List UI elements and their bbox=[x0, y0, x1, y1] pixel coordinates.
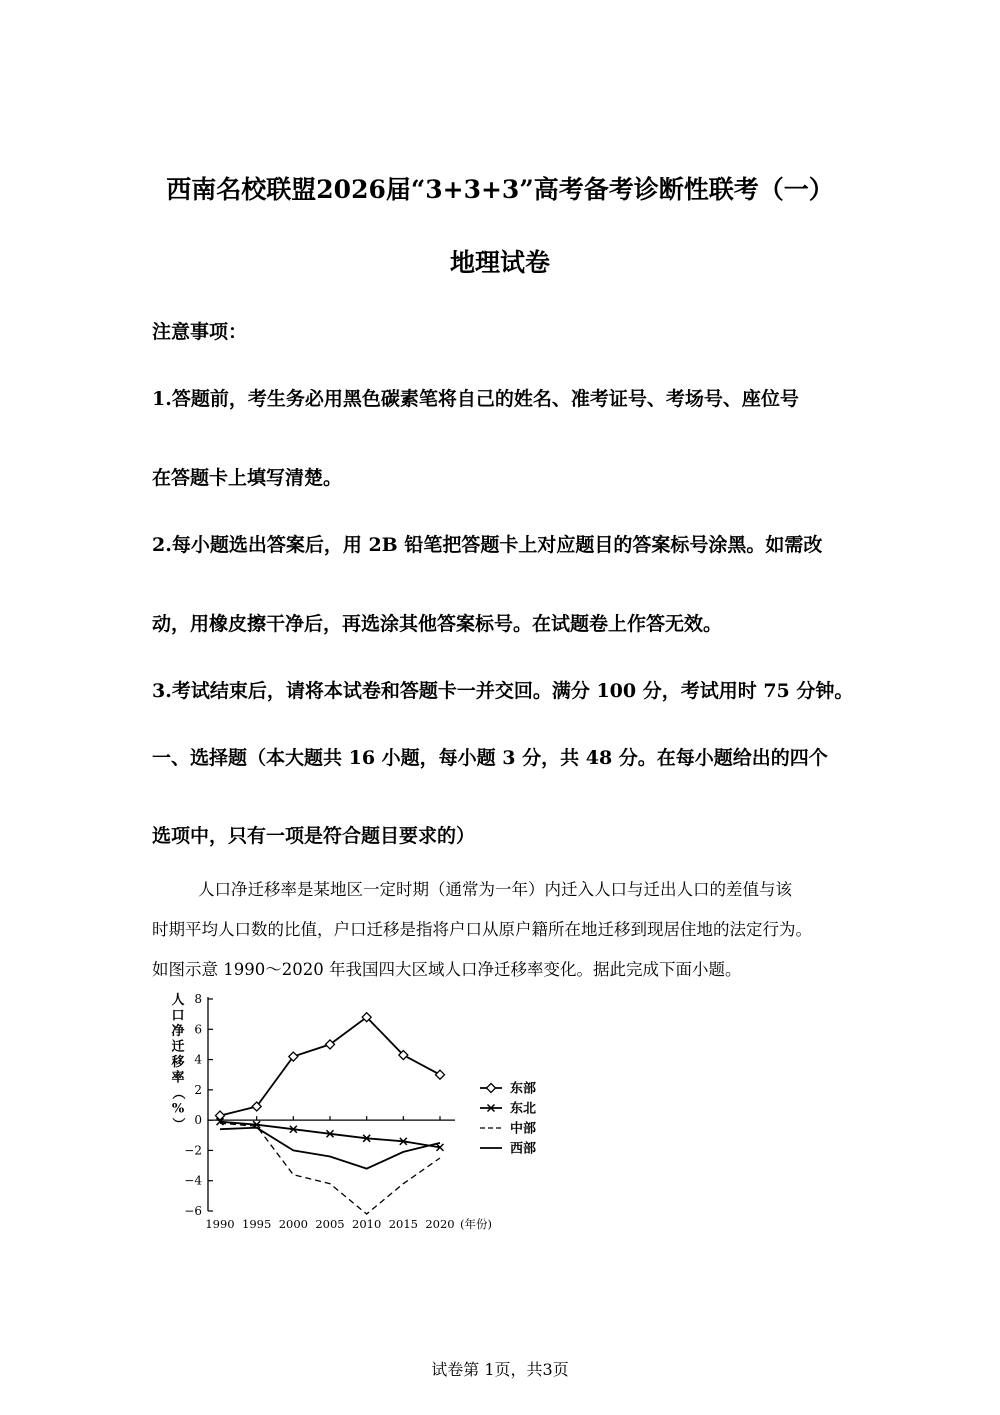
notice-item: 3.考试结束后，请将本试卷和答题卡一并交回。满分 100 分，考试用时 75 分钟。 bbox=[152, 680, 854, 702]
migration-rate-chart bbox=[150, 990, 550, 1240]
y-axis-title-char: 净 bbox=[171, 1024, 185, 1039]
x-axis-label: (年份) bbox=[460, 1217, 492, 1231]
y-axis-title-char: 人 bbox=[171, 993, 185, 1008]
y-axis-title-char: 移 bbox=[171, 1055, 185, 1070]
y-axis-title-char: % bbox=[171, 1101, 185, 1117]
x-tick-label: 2020 bbox=[425, 1217, 455, 1231]
passage-line: 如图示意 1990～2020 年我国四大区域人口净迁移率变化。据此完成下面小题。 bbox=[152, 960, 742, 979]
y-axis-title-char: 率 bbox=[171, 1070, 185, 1086]
y-tick-label: 4 bbox=[194, 1052, 202, 1067]
legend-label: 东部 bbox=[510, 1081, 537, 1097]
x-tick-label: 2000 bbox=[278, 1217, 308, 1231]
x-tick-label: 1995 bbox=[242, 1217, 272, 1231]
x-tick-label: 2010 bbox=[352, 1217, 382, 1231]
y-tick-label: −6 bbox=[184, 1204, 202, 1218]
page-title: 西南名校联盟2026届“3+3+3”高考备考诊断性联考（一） bbox=[166, 175, 834, 204]
x-tick-label: 1990 bbox=[205, 1217, 235, 1231]
section-heading-continued: 选项中，只有一项是符合题目要求的） bbox=[152, 825, 476, 847]
passage-line: 人口净迁移率是某地区一定时期（通常为一年）内迁入人口与迁出人口的差值与该 bbox=[198, 880, 792, 899]
y-tick-label: 0 bbox=[194, 1113, 202, 1128]
series-line-3 bbox=[220, 1123, 440, 1214]
y-axis-title-char: 迁 bbox=[171, 1039, 185, 1055]
x-tick-label: 2005 bbox=[315, 1217, 345, 1231]
notice-item: 在答题卡上填写清楚。 bbox=[152, 467, 343, 489]
y-tick-label: 6 bbox=[194, 1022, 202, 1037]
y-tick-label: 2 bbox=[194, 1082, 202, 1097]
y-axis-title-char: （ bbox=[170, 1086, 185, 1100]
page-subtitle: 地理试卷 bbox=[449, 248, 550, 277]
notice-item: 2.每小题选出答案后，用 2B 铅笔把答题卡上对应题目的答案标号涂黑。如需改 bbox=[152, 534, 823, 556]
section-heading: 一、选择题（本大题共 16 小题，每小题 3 分，共 48 分。在每小题给出的四个 bbox=[152, 747, 828, 769]
y-tick-label: 8 bbox=[194, 992, 202, 1006]
y-tick-label: −4 bbox=[184, 1173, 202, 1188]
y-tick-label: −2 bbox=[184, 1143, 202, 1158]
notice-heading: 注意事项： bbox=[152, 321, 248, 343]
y-axis-title-char: ） bbox=[170, 1117, 185, 1131]
legend-marker-diamond bbox=[487, 1084, 496, 1093]
data-point-diamond bbox=[436, 1070, 445, 1079]
y-axis-title bbox=[170, 993, 186, 1131]
legend-label: 东北 bbox=[510, 1101, 537, 1117]
series-line-1 bbox=[220, 1017, 440, 1115]
x-tick-label: 2015 bbox=[388, 1217, 418, 1231]
y-axis-title-char: 口 bbox=[171, 1008, 185, 1024]
page-footer: 试卷第 1页，共3页 bbox=[431, 1360, 569, 1379]
legend-label: 中部 bbox=[510, 1121, 537, 1137]
notice-item: 动，用橡皮擦干净后，再选涂其他答案标号。在试题卷上作答无效。 bbox=[152, 613, 723, 635]
legend-label: 西部 bbox=[510, 1141, 537, 1157]
notice-item: 1.答题前，考生务必用黑色碳素笔将自己的姓名、准考证号、考场号、座位号 bbox=[152, 388, 799, 410]
passage-line: 时期平均人口数的比值，户口迁移是指将户口从原户籍所在地迁移到现居住地的法定行为。 bbox=[152, 920, 812, 939]
